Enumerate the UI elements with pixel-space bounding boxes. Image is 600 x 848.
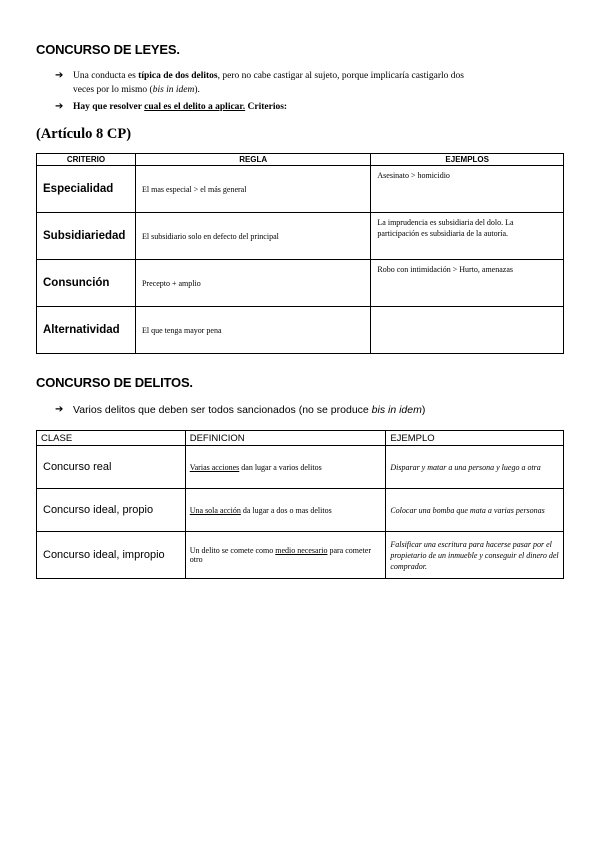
regla-cell: El mas especial > el más general (135, 166, 370, 213)
table-header-row (37, 431, 564, 446)
criterios-table (36, 153, 564, 354)
clase-cell: Concurso ideal, propio (37, 489, 186, 532)
bullet-italic-text: bis in idem (371, 404, 422, 416)
definicion-text: Un delito se comete como (189, 546, 276, 555)
bullet-text: , pero no cabe castigar al sujeto, porque implicaría castigarlo dos (217, 71, 464, 81)
table-row (37, 260, 564, 307)
arrow-icon: ➔ (55, 101, 64, 112)
bullet-concurso-leyes-2 (55, 100, 575, 115)
bullet-underlined-text: cual es el delito a aplicar. (144, 102, 246, 112)
bullet-text: ) (421, 404, 426, 416)
definicion-cell (185, 532, 386, 579)
definicion-underlined-text: Una sola acción (189, 505, 241, 515)
column-header: EJEMPLO (386, 431, 564, 446)
definicion-cell (185, 446, 386, 489)
criterio-cell: Consunción (37, 260, 136, 307)
regla-cell: El que tenga mayor pena (135, 307, 370, 354)
bullet-concurso-delitos (55, 403, 575, 418)
definicion-text: da lugar a dos o mas delitos (240, 505, 332, 515)
table-row (37, 307, 564, 354)
column-header: CRITERIO (37, 154, 136, 166)
column-header: DEFINICION (185, 431, 386, 446)
ejemplo-cell: Asesinato > homicidio (371, 166, 564, 213)
column-header: CLASE (37, 431, 186, 446)
concurso-leyes-title: CONCURSO DE LEYES. (36, 42, 180, 57)
ejemplo-cell: Disparar y matar a una persona y luego a otra (386, 446, 564, 489)
bullet-bold-text: típica de dos delitos (138, 71, 218, 81)
criterio-cell: Alternatividad (37, 307, 136, 354)
criterio-cell: Subsidiariedad (37, 213, 136, 260)
definicion-text: para cometer otro (189, 546, 371, 564)
ejemplo-cell: Robo con intimidación > Hurto, amenazas (371, 260, 564, 307)
table-row (37, 532, 564, 579)
bullet-italic-text: bis in idem (152, 85, 195, 95)
ejemplo-cell (371, 307, 564, 354)
criterio-cell: Especialidad (37, 166, 136, 213)
table-row (37, 446, 564, 489)
bullet-text: Criterios: (245, 102, 288, 112)
bullet-text: Varios delitos que deben ser todos sancionados (no se produce (73, 404, 372, 416)
definicion-underlined-text: medio necesario (275, 546, 328, 555)
clase-cell: Concurso real (37, 446, 186, 489)
clase-cell: Concurso ideal, impropio (37, 532, 186, 579)
table-header-row (37, 154, 564, 166)
column-header: EJEMPLOS (371, 154, 564, 166)
clases-concurso-table (36, 430, 564, 579)
definicion-underlined-text: Varias acciones (189, 462, 240, 472)
arrow-icon: ➔ (55, 404, 64, 415)
ejemplo-cell: Colocar una bomba que mata a varias personas (386, 489, 564, 532)
bullet-concurso-leyes-1 (55, 69, 575, 99)
definicion-text: dan lugar a varios delitos (239, 462, 322, 472)
table-row (37, 213, 564, 260)
arrow-icon: ➔ (55, 70, 64, 81)
table-row (37, 166, 564, 213)
bullet-text: Una conducta es (73, 71, 139, 81)
bullet-text: veces por lo mismo ( (73, 85, 153, 95)
bullet-text: ). (194, 85, 200, 95)
ejemplo-cell: Falsificar una escritura para hacerse pasar por el propietario de un inmueble y conseguir el dinero del comprador. (386, 532, 564, 579)
column-header: REGLA (135, 154, 370, 166)
definicion-cell (185, 489, 386, 532)
regla-cell: Precepto + amplio (135, 260, 370, 307)
ejemplo-cell: La imprudencia es subsidiaria del dolo. La participación es subsidiaria de la autoría. (371, 213, 564, 260)
regla-cell: El subsidiario solo en defecto del principal (135, 213, 370, 260)
concurso-delitos-title: CONCURSO DE DELITOS. (36, 375, 193, 390)
articulo-heading: (Artículo 8 CP) (36, 126, 132, 142)
table-row (37, 489, 564, 532)
bullet-text: Hay que resolver (73, 102, 145, 112)
